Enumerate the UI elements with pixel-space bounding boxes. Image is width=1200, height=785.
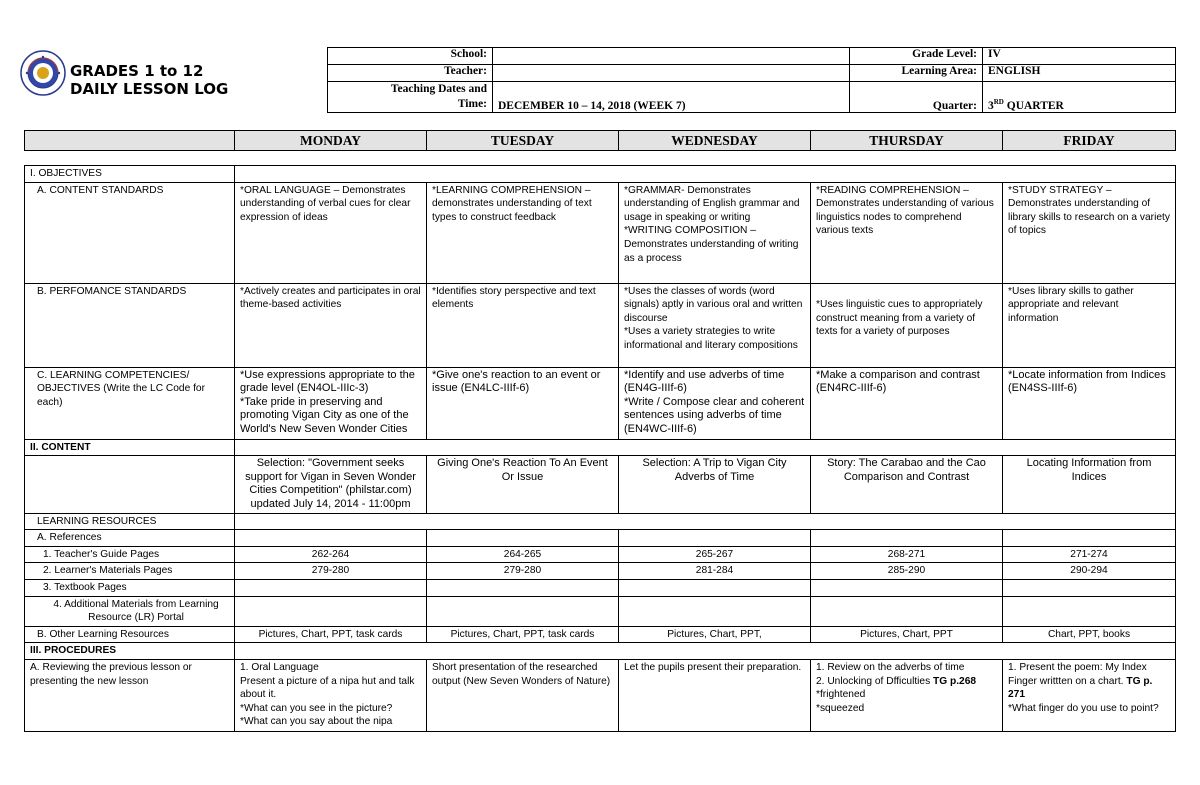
competency-thursday: *Make a comparison and contrast (EN4RC-IIIf-6) — [811, 367, 1003, 439]
additional-materials-label: 4. Additional Materials from Learning Resource (LR) Portal — [25, 596, 235, 626]
teaching-dates-value: DECEMBER 10 – 14, 2018 (WEEK 7) — [493, 82, 850, 113]
performance-standard-monday: *Actively creates and participates in oral theme-based activities — [235, 283, 427, 367]
title-line-1: GRADES 1 to 12 — [70, 62, 204, 80]
table-row — [25, 456, 1176, 513]
table-cell — [811, 596, 1003, 626]
tg-wednesday: 265-267 — [619, 546, 811, 563]
tg-monday: 262-264 — [235, 546, 427, 563]
content-heading-span — [235, 439, 1176, 456]
procedure-friday-tg-ref: TG p. 271 — [1008, 675, 1153, 701]
school-label: School: — [328, 48, 493, 65]
lm-monday: 279-280 — [235, 563, 427, 580]
procedure-thursday-line2 — [816, 675, 997, 689]
competency-friday: *Locate information from Indices (EN4SS-IIIf-6) — [1003, 367, 1176, 439]
other-tuesday: Pictures, Chart, PPT, task cards — [427, 626, 619, 643]
performance-standard-friday: *Uses library skills to gather appropriate and relevant information — [1003, 283, 1176, 367]
table-row — [25, 643, 1176, 660]
content-thursday: Story: The Carabao and the Cao Comparison and Contrast — [811, 456, 1003, 513]
school-value — [493, 48, 850, 65]
day-wednesday: WEDNESDAY — [619, 131, 811, 151]
procedures-heading-span — [235, 643, 1176, 660]
table-row — [25, 659, 1176, 731]
lm-wednesday: 281-284 — [619, 563, 811, 580]
quarter-label: Quarter: — [850, 82, 983, 113]
quarter-value — [983, 82, 1176, 113]
teaching-dates-label-line1: Teaching Dates and — [390, 83, 487, 95]
table-cell — [619, 530, 811, 547]
other-resources-label: B. Other Learning Resources — [25, 626, 235, 643]
table-row — [25, 283, 1176, 367]
quarter-number: 3 — [988, 100, 994, 112]
table-cell — [1003, 579, 1176, 596]
day-monday: MONDAY — [235, 131, 427, 151]
performance-standards-label: B. PERFOMANCE STANDARDS — [25, 283, 235, 367]
content-friday: Locating Information from Indices — [1003, 456, 1176, 513]
procedures-heading: III. PROCEDURES — [25, 643, 235, 660]
procedure-tuesday: Short presentation of the researched output (New Seven Wonders of Nature) — [427, 659, 619, 731]
review-lesson-label: A. Reviewing the previous lesson or presenting the new lesson — [25, 659, 235, 731]
table-cell — [1003, 530, 1176, 547]
teaching-dates-label-line2: Time: — [457, 98, 487, 110]
other-wednesday: Pictures, Chart, PPT, — [619, 626, 811, 643]
procedure-thursday — [811, 659, 1003, 731]
table-cell — [235, 530, 427, 547]
table-row — [25, 626, 1176, 643]
objectives-heading: I. OBJECTIVES — [25, 166, 235, 183]
competency-tuesday: *Give one's reaction to an event or issue (EN4LC-IIIf-6) — [427, 367, 619, 439]
content-standards-label: A. CONTENT STANDARDS — [25, 182, 235, 283]
tg-friday: 271-274 — [1003, 546, 1176, 563]
deped-seal-logo — [20, 50, 66, 96]
learning-resources-span — [235, 513, 1176, 530]
procedure-thursday-tg-ref: TG p.268 — [933, 675, 977, 687]
teachers-guide-label: 1. Teacher's Guide Pages — [25, 546, 235, 563]
table-row — [25, 182, 1176, 283]
content-heading: II. CONTENT — [25, 439, 235, 456]
day-header-row — [24, 130, 1176, 151]
table-row — [25, 439, 1176, 456]
table-cell — [235, 596, 427, 626]
competency-monday: *Use expressions appropriate to the grade level (EN4OL-IIIc-3) *Take pride in preserving and promoting Vigan City as one of the World's New Seven Wonder Cities — [235, 367, 427, 439]
learning-resources-heading: LEARNING RESOURCES — [25, 513, 235, 530]
table-row — [25, 579, 1176, 596]
competency-wednesday: *Identify and use adverbs of time (EN4G-IIIf-6) *Write / Compose clear and coherent sentences using adverbs of time (EN4WC-IIIf-6) — [619, 367, 811, 439]
document-title — [70, 62, 228, 98]
learners-materials-label: 2. Learner's Materials Pages — [25, 563, 235, 580]
teacher-label: Teacher: — [328, 65, 493, 82]
quarter-suffix: RD — [993, 98, 1004, 107]
table-row — [25, 596, 1176, 626]
day-header-blank — [25, 131, 235, 151]
performance-standard-tuesday: *Identifies story perspective and text elements — [427, 283, 619, 367]
grade-level-label: Grade Level: — [850, 48, 983, 65]
procedure-friday-text: 1. Present the poem: My Index Finger writtten on a chart. — [1008, 661, 1147, 687]
procedure-friday-question: *What finger do you use to point? — [1008, 702, 1159, 714]
references-label: A. References — [25, 530, 235, 547]
content-label-blank — [25, 456, 235, 513]
textbook-pages-label: 3. Textbook Pages — [25, 579, 235, 596]
table-cell — [619, 579, 811, 596]
table-cell — [427, 530, 619, 547]
table-row — [25, 530, 1176, 547]
title-line-2: DAILY LESSON LOG — [70, 80, 229, 98]
procedure-monday: 1. Oral Language Present a picture of a nipa hut and talk about it. *What can you see in the picture? *What can you say about the nipa — [235, 659, 427, 731]
day-tuesday: TUESDAY — [427, 131, 619, 151]
procedure-thursday-words: *frightened *squeezed — [816, 689, 866, 714]
table-cell — [235, 579, 427, 596]
table-row — [25, 546, 1176, 563]
content-standard-thursday: *READING COMPREHENSION – Demonstrates understanding of various linguistics nodes to comprehend various texts — [811, 182, 1003, 283]
table-cell — [811, 530, 1003, 547]
other-friday: Chart, PPT, books — [1003, 626, 1176, 643]
performance-standard-thursday: *Uses linguistic cues to appropriately construct meaning from a variety of texts for a variety of purposes — [811, 283, 1003, 367]
content-standard-friday: *STUDY STRATEGY – Demonstrates understanding of library skills to research on a variety of topics — [1003, 182, 1176, 283]
lesson-log-table — [24, 165, 1176, 732]
table-cell — [427, 579, 619, 596]
procedure-thursday-line2-text: 2. Unlocking of Dfficulties — [816, 675, 934, 687]
content-wednesday: Selection: A Trip to Vigan City Adverbs of Time — [619, 456, 811, 513]
content-standard-wednesday: *GRAMMAR- Demonstrates understanding of English grammar and usage in speaking or writing *WRITING COMPOSITION – Demonstrates understanding of writing as a process — [619, 182, 811, 283]
learning-area-value: ENGLISH — [983, 65, 1176, 82]
day-thursday: THURSDAY — [811, 131, 1003, 151]
table-cell — [619, 596, 811, 626]
table-row — [25, 166, 1176, 183]
other-monday: Pictures, Chart, PPT, task cards — [235, 626, 427, 643]
teaching-dates-label — [328, 82, 493, 113]
lm-tuesday: 279-280 — [427, 563, 619, 580]
table-row — [25, 367, 1176, 439]
table-cell — [1003, 596, 1176, 626]
content-standard-tuesday: *LEARNING COMPREHENSION – demonstrates understanding of text types to construct feedback — [427, 182, 619, 283]
table-cell — [811, 579, 1003, 596]
procedure-wednesday: Let the pupils present their preparation. — [619, 659, 811, 731]
performance-standard-wednesday: *Uses the classes of words (word signals) aptly in various oral and written discourse *Uses a variety strategies to write informational and literary compositions — [619, 283, 811, 367]
tg-tuesday: 264-265 — [427, 546, 619, 563]
objectives-heading-span — [235, 166, 1176, 183]
teacher-value — [493, 65, 850, 82]
day-friday: FRIDAY — [1003, 131, 1176, 151]
learning-area-label: Learning Area: — [850, 65, 983, 82]
content-tuesday: Giving One's Reaction To An Event Or Issue — [427, 456, 619, 513]
content-monday: Selection: "Government seeks support for Vigan in Seven Wonder Cities Competition" (philstar.com) updated July 14, 2014 - 11:00pm — [235, 456, 427, 513]
table-row — [25, 563, 1176, 580]
learning-competencies-label: C. LEARNING COMPETENCIES/ OBJECTIVES (Write the LC Code for each) — [25, 367, 235, 439]
other-thursday: Pictures, Chart, PPT — [811, 626, 1003, 643]
header-info-table — [327, 47, 1176, 113]
procedure-thursday-line1: 1. Review on the adverbs of time — [816, 661, 965, 673]
content-standard-monday: *ORAL LANGUAGE – Demonstrates understanding of verbal cues for clear expression of ideas — [235, 182, 427, 283]
grade-level-value: IV — [983, 48, 1176, 65]
lm-friday: 290-294 — [1003, 563, 1176, 580]
quarter-text: QUARTER — [1003, 100, 1064, 112]
tg-thursday: 268-271 — [811, 546, 1003, 563]
table-cell — [427, 596, 619, 626]
procedure-friday — [1003, 659, 1176, 731]
lm-thursday: 285-290 — [811, 563, 1003, 580]
table-row — [25, 513, 1176, 530]
